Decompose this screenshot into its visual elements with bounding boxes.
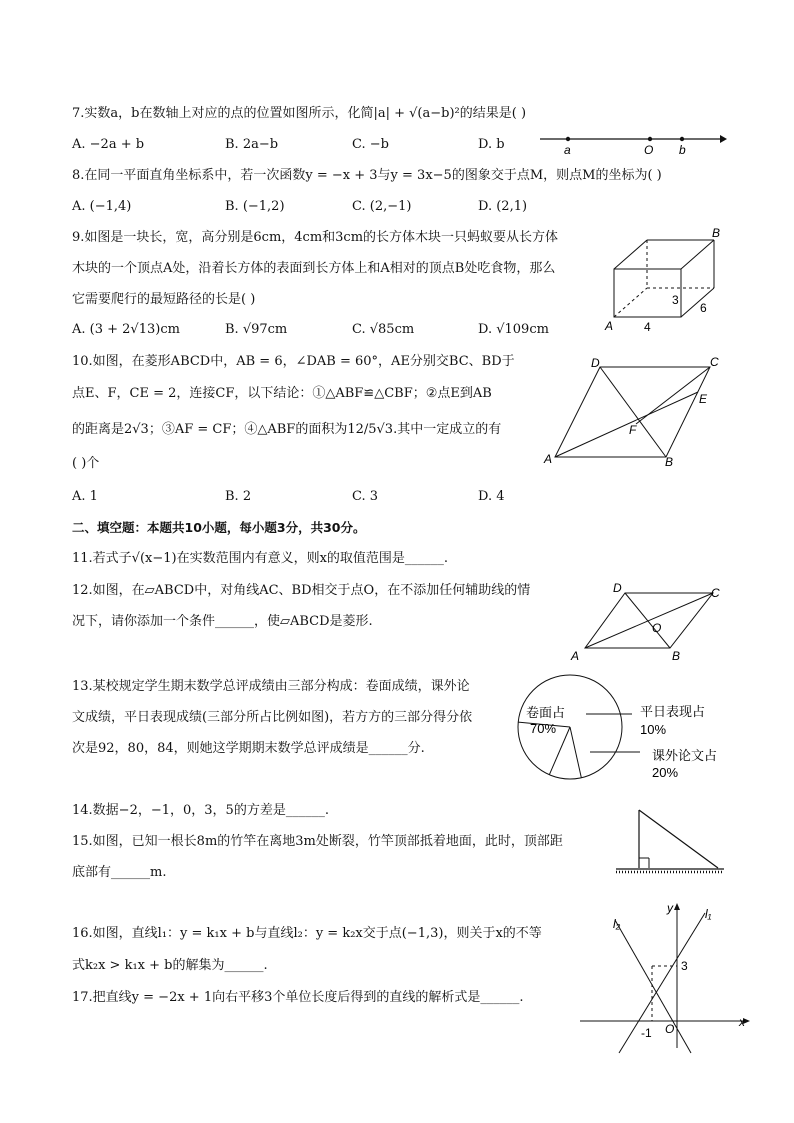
pg-label-d: D bbox=[613, 581, 622, 595]
pie-value-essay: 20% bbox=[652, 765, 679, 780]
q9-option-c: C. √85cm bbox=[352, 322, 415, 337]
cuboid-label-a: A bbox=[605, 319, 614, 333]
rh-label-a: A bbox=[544, 452, 553, 466]
q9-option-b: B. √97cm bbox=[225, 322, 288, 337]
cf-label-l2: l₂ bbox=[613, 917, 621, 931]
rh-label-e: E bbox=[699, 392, 708, 406]
q9-line-3: 它需要爬行的最短路径的长是( ) bbox=[72, 292, 256, 307]
bamboo-figure bbox=[612, 806, 727, 881]
cf-tick-minus1: -1 bbox=[641, 1026, 652, 1040]
q10-option-a: A. 1 bbox=[72, 489, 98, 504]
q13-line-1: 13.某校规定学生期末数学总评成绩由三部分构成：卷面成绩，课外论 bbox=[72, 679, 470, 694]
q7-option-d: D. b bbox=[478, 137, 505, 152]
number-line-figure bbox=[540, 128, 725, 156]
q10-line-2: 点E、F，CE = 2，连接CF，以下结论：①△ABF≌△CBF；②点E到AB bbox=[72, 386, 492, 401]
cf-label-origin: O bbox=[665, 1022, 675, 1036]
pie-value-paper: 70% bbox=[530, 721, 557, 736]
q7-option-b: B. 2a−b bbox=[225, 137, 279, 152]
q10-line-1: 10.如图，在菱形ABCD中，AB = 6，∠DAB = 60°，AE分别交BC、BD于 bbox=[72, 354, 515, 369]
q9-line-1: 9.如图是一块长，宽，高分别是6cm，4cm和3cm的长方体木块一只蚂蚁要从长方体 bbox=[72, 230, 559, 245]
pie-chart bbox=[510, 672, 740, 784]
rh-label-b: B bbox=[665, 455, 674, 469]
rh-label-d: D bbox=[591, 356, 600, 370]
pg-label-a: A bbox=[571, 649, 580, 663]
q10-line-3: 的距离是2√3；③AF = CF；④△ABF的面积为12/5√3.其中一定成立的有 bbox=[72, 422, 502, 437]
nl-label-b: b bbox=[679, 143, 686, 157]
q10-option-c: C. 3 bbox=[352, 489, 379, 504]
q9-option-a: A. (3 + 2√13)cm bbox=[72, 322, 180, 337]
q7-stem: 7.实数a，b在数轴上对应的点的位置如图所示，化简|a| + √(a−b)²的结果是( ) bbox=[72, 106, 527, 121]
pg-label-b: B bbox=[672, 649, 681, 663]
cuboid-height-3: 3 bbox=[672, 293, 679, 307]
q13-line-3: 次是92，80，84，则她这学期期末数学总评成绩是______分. bbox=[72, 741, 425, 756]
parallelogram-figure bbox=[565, 578, 725, 663]
nl-label-o: O bbox=[644, 143, 654, 157]
q8-stem: 8.在同一平面直角坐标系中，若一次函数y = −x + 3与y = 3x−5的图象交于点M，则点M的坐标为( ) bbox=[72, 168, 662, 183]
pg-label-c: C bbox=[711, 586, 720, 600]
cuboid-figure bbox=[600, 226, 730, 336]
rhombus-figure bbox=[540, 352, 730, 472]
q16-line-1: 16.如图，直线l₁：y = k₁x + b与直线l₂：y = k₂x交于点(−1,3)，则关于x的不等 bbox=[72, 926, 542, 941]
q13-line-2: 文成绩，平日表现成绩(三部分所占比例如图)，若方方的三部分得分依 bbox=[72, 710, 473, 725]
cf-tick-3: 3 bbox=[681, 959, 688, 973]
q12-line-2: 况下，请你添加一个条件______，使▱ABCD是菱形. bbox=[72, 614, 373, 629]
q8-option-a: A. (−1,4) bbox=[72, 199, 132, 214]
cuboid-width-6: 6 bbox=[700, 301, 707, 315]
rh-label-c: C bbox=[710, 355, 719, 369]
pie-label-paper: 卷面占 bbox=[526, 705, 566, 720]
cuboid-length-4: 4 bbox=[644, 320, 651, 334]
q7-option-a: A. −2a + b bbox=[72, 137, 145, 152]
q17-stem: 17.把直线y = −2x + 1向右平移3个单位长度后得到的直线的解析式是______. bbox=[72, 990, 524, 1005]
pie-label-essay: 课外论文占 bbox=[652, 748, 718, 763]
cf-label-y: y bbox=[667, 901, 673, 915]
q15-line-1: 15.如图，已知一根长8m的竹竿在离地3m处断裂，竹竿顶部抵着地面，此时，顶部距 bbox=[72, 834, 563, 849]
cf-label-x: x bbox=[739, 1015, 745, 1029]
cuboid-label-b: B bbox=[712, 226, 721, 240]
q10-option-b: B. 2 bbox=[225, 489, 252, 504]
q11-stem: 11.若式子√(x−1)在实数范围内有意义，则x的取值范围是______. bbox=[72, 551, 449, 566]
q9-option-d: D. √109cm bbox=[478, 322, 549, 337]
pie-value-daily: 10% bbox=[640, 722, 667, 737]
q9-line-2: 木块的一个顶点A处，沿着长方体的表面到长方体上和A相对的顶点B处吃食物，那么 bbox=[72, 261, 556, 276]
nl-label-a: a bbox=[564, 143, 571, 157]
rh-label-f: F bbox=[629, 423, 637, 437]
q12-line-1: 12.如图，在▱ABCD中，对角线AC、BD相交于点O，在不添加任何辅助线的情 bbox=[72, 583, 531, 598]
q14-stem: 14.数据−2，−1，0，3，5的方差是______. bbox=[72, 803, 329, 818]
q8-option-c: C. (2,−1) bbox=[352, 199, 412, 214]
q16-line-2: 式k₂x > k₁x + b的解集为______. bbox=[72, 958, 268, 973]
q8-option-b: B. (−1,2) bbox=[225, 199, 285, 214]
q10-line-4: ( )个 bbox=[72, 456, 100, 471]
q10-option-d: D. 4 bbox=[478, 489, 505, 504]
pie-slice-daily-edge bbox=[570, 727, 581, 778]
q15-line-2: 底部有______m. bbox=[72, 865, 167, 880]
pg-label-o: O bbox=[652, 621, 662, 635]
section-2-heading: 二、填空题：本题共10小题，每小题3分，共30分。 bbox=[72, 520, 366, 535]
cf-label-l1: l₁ bbox=[705, 907, 712, 921]
coordinate-figure bbox=[575, 898, 750, 1058]
q8-option-d: D. (2,1) bbox=[478, 199, 528, 214]
pie-label-daily: 平日表现占 bbox=[640, 704, 706, 719]
q7-option-c: C. −b bbox=[352, 137, 389, 152]
